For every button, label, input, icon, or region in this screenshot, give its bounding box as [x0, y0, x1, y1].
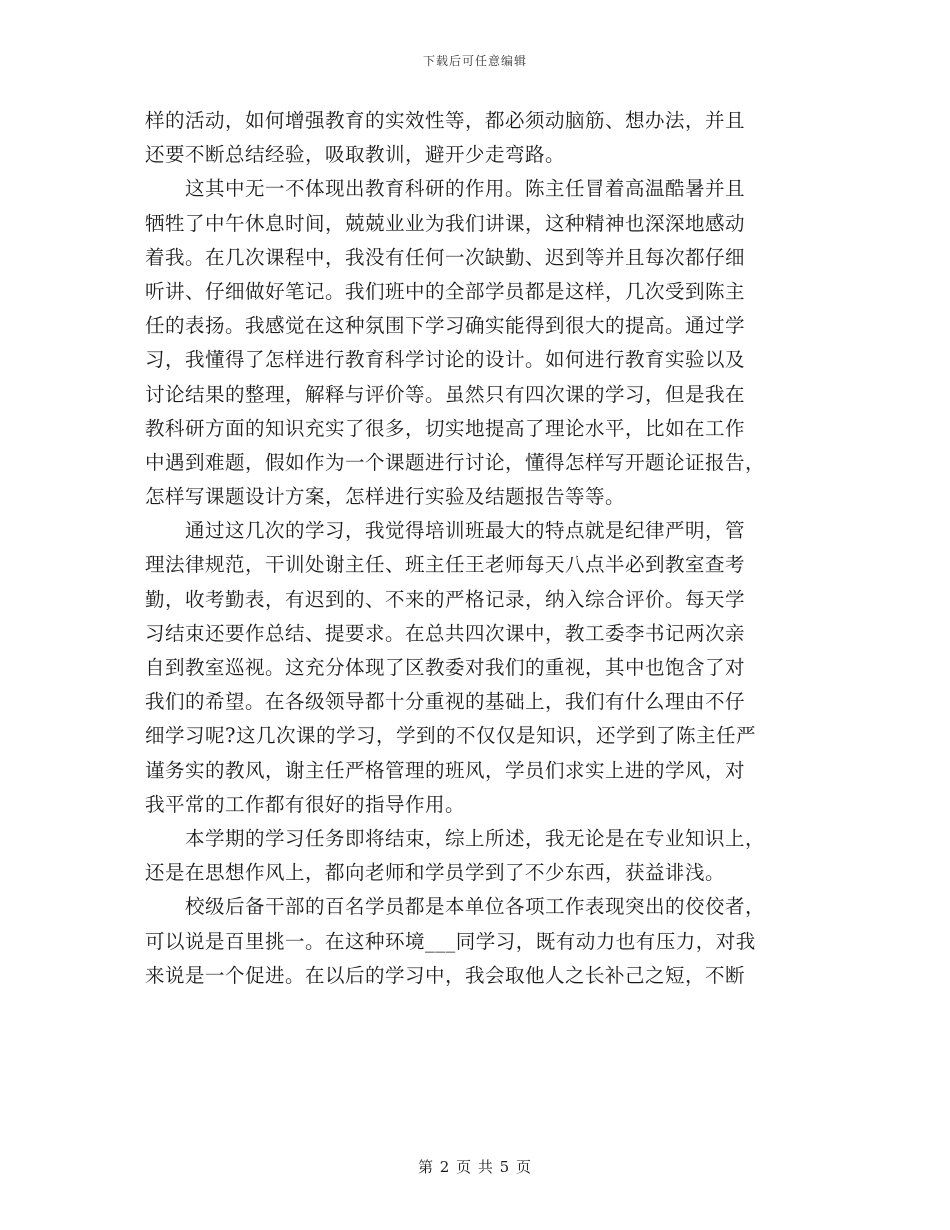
text-line: 习，我懂得了怎样进行教育科学讨论的设计。如何进行教育实验以及 — [145, 348, 746, 372]
page-header: 下载后可任意编辑 — [422, 54, 527, 68]
text-line: 还要不断总结经验，吸取教训，避开少走弯路。 — [145, 143, 566, 167]
paragraph — [145, 104, 805, 172]
text-line: 自到教室巡视。这充分体现了区教委对我们的重视，其中也饱含了对 — [145, 656, 746, 679]
text-line: 教科研方面的知识充实了很多，切实地提高了理论水平，比如在工作 — [145, 416, 746, 440]
text-line: 来说是一个促进。在以后的学习中，我会取他人之长补己之短，不断 — [145, 963, 746, 987]
text-line: 通过这几次的学习，我觉得培训班最大的特点就是纪律严明，管 — [185, 519, 746, 543]
paragraph — [145, 890, 805, 993]
text-line: 习结束还要作总结、提要求。在总共四次课中，教工委李书记两次亲 — [145, 621, 746, 645]
text-line: 可以说是百里挑一。在这种环境___同学习，既有动力也有压力，对我 — [145, 929, 756, 953]
text-line: 理法律规范，干训处谢主任、班主任王老师每天八点半必到教室查考 — [145, 553, 746, 577]
paragraph — [145, 822, 805, 890]
text-line: 任的表扬。我感觉在这种氛围下学习确实能得到很大的提高。通过学 — [145, 314, 746, 338]
text-line: 着我。在几次课程中，我没有任何一次缺勤、迟到等并且每次都仔细 — [145, 245, 746, 269]
text-line: 牺牲了中午休息时间，兢兢业业为我们讲课，这种精神也深深地感动 — [145, 211, 746, 235]
text-line: 细学习呢?这几次课的学习，学到的不仅仅是知识，还学到了陈主任严 — [145, 724, 756, 748]
text-line: 讨论结果的整理，解释与评价等。虽然只有四次课的学习，但是我在 — [145, 382, 746, 406]
text-line: 勤，收考勤表，有迟到的、不来的严格记录，纳入综合评价。每天学 — [145, 587, 746, 611]
text-line: 中遇到难题，假如作为一个课题进行讨论，懂得怎样写开题论证报告， — [145, 450, 766, 474]
paragraph — [145, 172, 805, 514]
document-body — [145, 104, 805, 993]
text-line: 怎样写课题设计方案，怎样进行实验及结题报告等等。 — [145, 485, 626, 509]
text-line: 样的活动，如何增强教育的实效性等，都必须动脑筋、想办法，并且 — [145, 109, 746, 132]
text-line: 谨务实的教风，谢主任严格管理的班风，学员们求实上进的学风，对 — [145, 758, 746, 782]
text-line: 我平常的工作都有很好的指导作用。 — [145, 792, 466, 816]
text-line: 校级后备干部的百名学员都是本单位各项工作表现突出的佼佼者， — [185, 895, 766, 919]
paragraph — [145, 514, 805, 822]
text-line: 还是在思想作风上，都向老师和学员学到了不少东西，获益诽浅。 — [145, 861, 726, 885]
page-number-footer: 第 2 页 共 5 页 — [418, 1158, 532, 1176]
text-line: 本学期的学习任务即将结束，综上所述，我无论是在专业知识上， — [185, 826, 766, 850]
text-line: 我们的希望。在各级领导都十分重视的基础上，我们有什么理由不仔 — [145, 690, 746, 714]
text-line: 听讲、仔细做好笔记。我们班中的全部学员都是这样，几次受到陈主 — [145, 279, 746, 303]
text-line: 这其中无一不体现出教育科研的作用。陈主任冒着高温酷暑并且 — [185, 177, 746, 201]
